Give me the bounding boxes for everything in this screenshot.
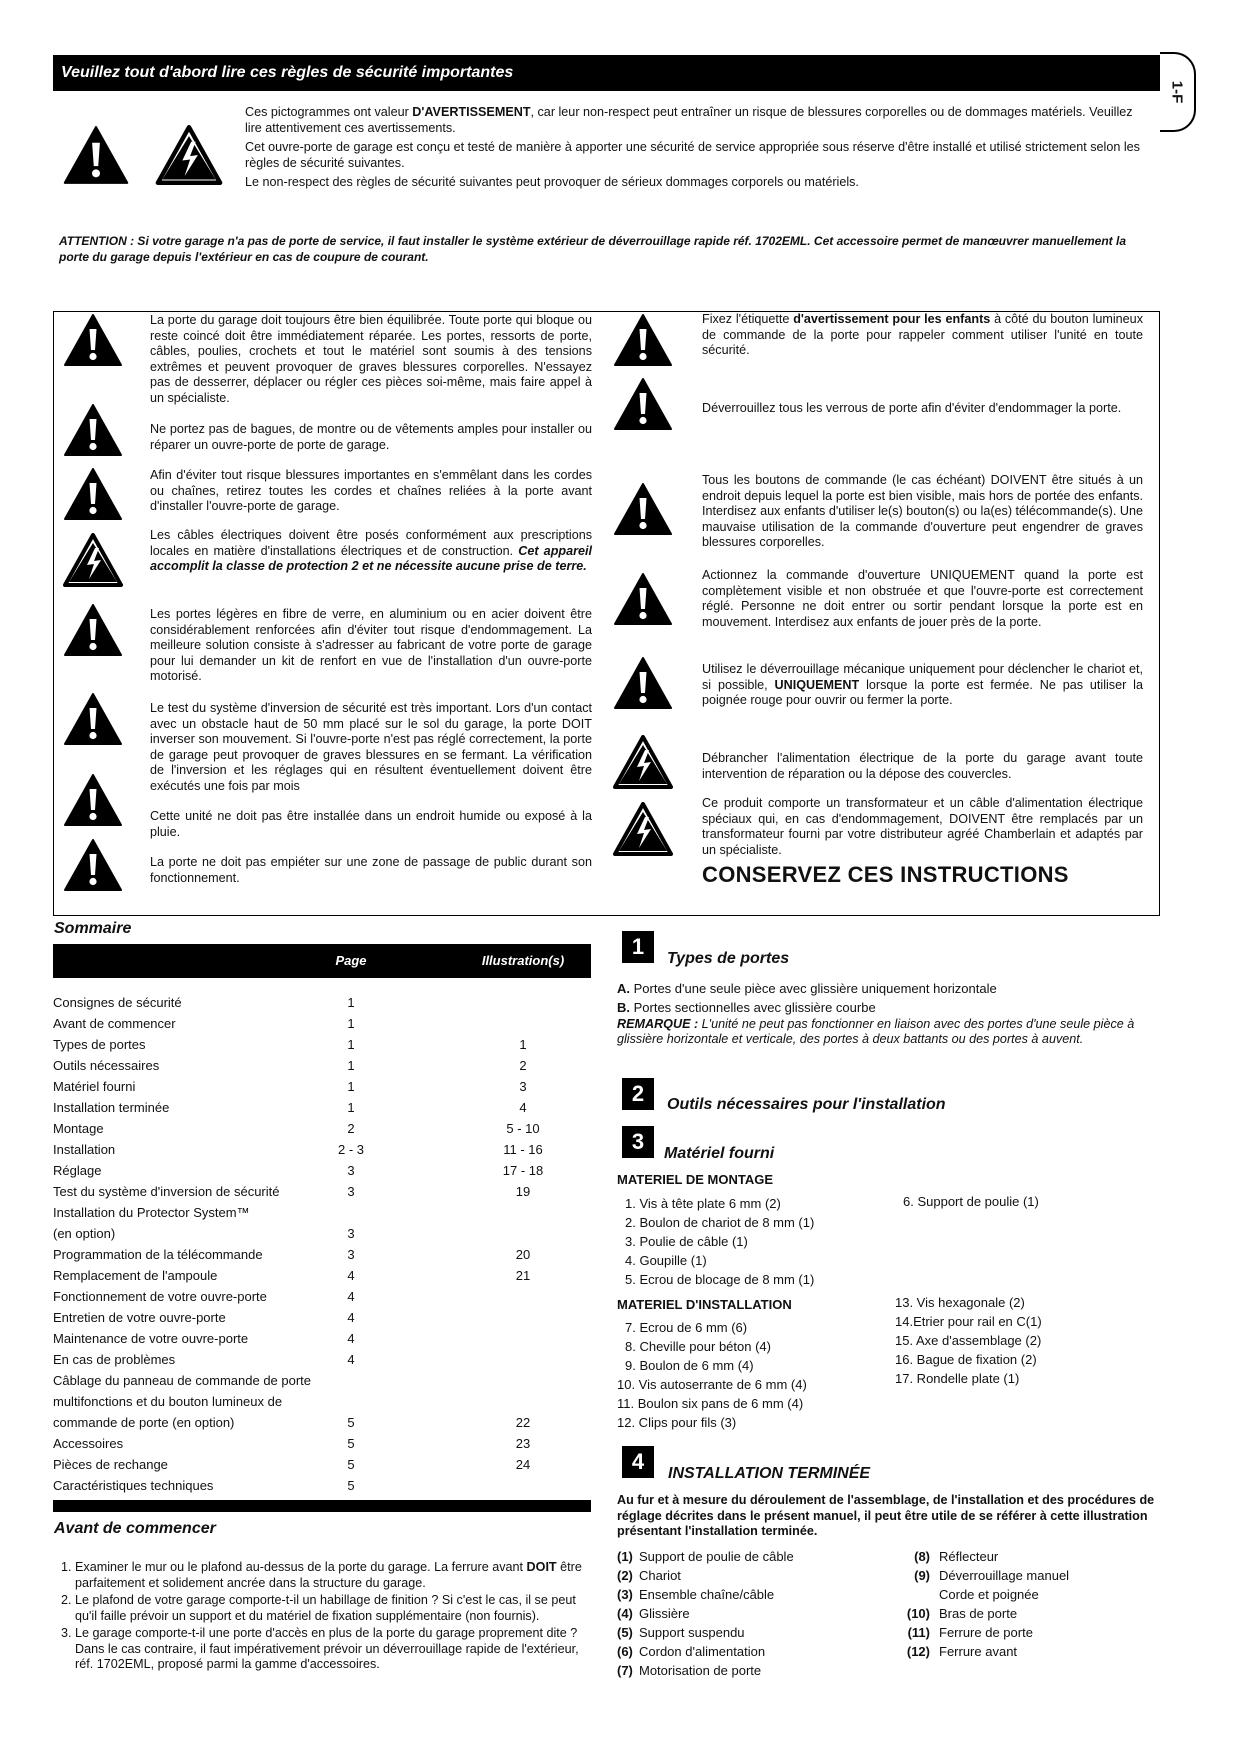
toc-row xyxy=(53,1223,591,1244)
toc-entry-name: Consignes de sécurité xyxy=(53,995,182,1010)
toc-entry-name: Types de portes xyxy=(53,1037,146,1052)
toc-entry-name: Entretien de votre ouvre-porte xyxy=(53,1310,226,1325)
toc-row xyxy=(53,1391,591,1412)
completed-part-item xyxy=(892,1566,1069,1585)
part-label: Ferrure avant xyxy=(939,1644,1018,1659)
toc-entry-page: 1 xyxy=(347,1037,355,1052)
rule-right-4: Actionnez la commande d'ouverture UNIQUEMENT quand la porte est complètement visible et non obstruée et que l'ouvre-porte est correctement réglé. Personne ne doit entrer ou sortir pendant lorsque la porte est en mouvement. Interdisez aux enfants de jouer près de la porte. xyxy=(702,568,1143,629)
inst-item: 10. Vis autoserrante de 6 mm (4) xyxy=(617,1377,807,1392)
warning-icon xyxy=(63,773,123,827)
toc-row xyxy=(53,1265,591,1286)
rule-right-1 xyxy=(702,312,1143,359)
avant-item-1-c: être parfaitement et solidement ancrée dans la structure du garage. xyxy=(75,1560,582,1590)
toc-entry-page: 3 xyxy=(347,1163,355,1178)
part-number: (2) xyxy=(617,1568,633,1583)
section-number-4: 4 xyxy=(622,1446,654,1478)
toc-entry-name: Programmation de la télécommande xyxy=(53,1247,263,1262)
toc-entry-page: 1 xyxy=(347,995,355,1010)
montage-item: 1. Vis à tête plate 6 mm (2) xyxy=(625,1196,781,1211)
inst-item-right: 14.Etrier pour rail en C(1) xyxy=(895,1314,1042,1329)
rule-left-4-b: Cet appareil accomplit la classe de protection 2 et ne nécessite aucune prise de terre. xyxy=(150,543,592,573)
remarque-key: REMARQUE : xyxy=(617,1017,699,1031)
toc-entry-illustration: 17 - 18 xyxy=(502,1163,544,1178)
toc-entry-page: 5 xyxy=(347,1478,355,1493)
part-number: (10) xyxy=(906,1606,930,1621)
installation-material-list-right xyxy=(895,1293,1042,1388)
intro-p3: Le non-respect des règles de sécurité suivantes peut provoquer de sérieux dommages corporels ou matériels. xyxy=(245,175,859,189)
rule-right-5-c: lorsque la porte est fermée. Ne pas utiliser la poignée rouge pour ouvrir ou fermer la porte. xyxy=(702,677,1143,707)
installation-material-list xyxy=(617,1318,807,1432)
toc-row xyxy=(53,1160,591,1181)
toc-row xyxy=(53,1097,591,1118)
warning-icon xyxy=(63,403,123,457)
part-label: Support de poulie de câble xyxy=(639,1549,794,1564)
toc-entry-name: Installation terminée xyxy=(53,1100,170,1115)
toc-row xyxy=(53,1349,591,1370)
toc-entry-page: 2 xyxy=(347,1121,355,1136)
inst-item-right: 16. Bague de fixation (2) xyxy=(895,1352,1037,1367)
rule-left-6: Le test du système d'inversion de sécurité est très important. Lors d'un contact avec un obstacle haut de 50 mm placé sur le sol du garage, la porte DOIT inverser son mouvement. Si l'ouvre-porte n'est pas réglé correctement, la porte de garage peut provoquer de graves blessures en se fermant. La vérification de l'inversion et les réglages qui en résultent éventuellement doivent être exécutés une fois par mois xyxy=(150,701,592,793)
door-type-a-key: A. xyxy=(617,981,630,996)
completed-parts-left xyxy=(617,1547,794,1680)
section-divider xyxy=(53,1500,591,1512)
installation-material-title: MATERIEL D'INSTALLATION xyxy=(617,1297,792,1312)
montage-item-right: 6. Support de poulie (1) xyxy=(903,1194,1039,1209)
toc-entry-page: 3 xyxy=(347,1247,355,1262)
door-type-b-text: Portes sectionnelles avec glissière courbe xyxy=(630,1000,876,1015)
intro-p1-a: Ces pictogrammes ont valeur xyxy=(245,105,413,119)
door-type-b-key: B. xyxy=(617,1000,630,1015)
conserve-instructions: CONSERVEZ CES INSTRUCTIONS xyxy=(702,862,1069,887)
toc-entry-name: Câblage du panneau de commande de porte xyxy=(53,1373,312,1388)
toc-row xyxy=(53,992,591,1013)
page-tab-label: 1-F xyxy=(1168,80,1186,104)
toc-entry-page: 5 xyxy=(347,1415,355,1430)
part-label: Support suspendu xyxy=(639,1625,745,1640)
rule-right-1-a: Fixez l'étiquette xyxy=(702,312,794,326)
completed-part-item xyxy=(617,1585,794,1604)
intro-p1 xyxy=(245,105,1145,136)
toc-entry-name: Accessoires xyxy=(53,1436,124,1451)
toc-entry-illustration: 5 - 10 xyxy=(506,1121,540,1136)
toc-row xyxy=(53,1307,591,1328)
toc-entry-page: 5 xyxy=(347,1457,355,1472)
toc-row xyxy=(53,1202,591,1223)
toc-row xyxy=(53,1370,591,1391)
toc-row xyxy=(53,1454,591,1475)
completed-part-item xyxy=(892,1585,1069,1604)
toc-entry-name: Matériel fourni xyxy=(53,1079,136,1094)
warning-icon xyxy=(62,125,130,185)
toc-entry-name: Maintenance de votre ouvre-porte xyxy=(53,1331,249,1346)
toc-entry-page: 4 xyxy=(347,1310,355,1325)
toc-entry-name: Outils nécessaires xyxy=(53,1058,160,1073)
part-label: Corde et poignée xyxy=(939,1587,1039,1602)
section-4-intro: Au fur et à mesure du déroulement de l'assemblage, de l'installation et des procédures de réglage décrites dans le présent manuel, il peut être utile de se référer à cette illustration présentant l'installation terminée. xyxy=(617,1493,1155,1538)
montage-item: 4. Goupille (1) xyxy=(625,1253,707,1268)
rule-left-5: Les portes légères en fibre de verre, en aluminium ou en acier doivent être considérablement renforcées afin d'éviter tout risque d'endommagement. La meilleure solution consiste à s'adresser au fabricant de votre porte de garage pour lui demander un kit de renfort en vue de l'installation d'un ouvre-porte motorisé. xyxy=(150,607,592,683)
completed-part-item xyxy=(892,1547,1069,1566)
toc-entry-name: Montage xyxy=(53,1121,104,1136)
rule-right-6: Débrancher l'alimentation électrique de la porte du garage avant toute intervention de réparation ou la dépose des couvercles. xyxy=(702,751,1143,781)
toc-entry-illustration: 1 xyxy=(519,1037,527,1052)
avant-title: Avant de commencer xyxy=(54,1520,216,1537)
toc-entry-page: 5 xyxy=(347,1436,355,1451)
high-voltage-icon xyxy=(155,125,223,185)
part-number: (4) xyxy=(617,1606,633,1621)
toc-entry-name: multifonctions et du bouton lumineux de xyxy=(53,1394,283,1409)
toc-entry-page: 3 xyxy=(347,1226,355,1241)
toc-row xyxy=(53,1244,591,1265)
toc-entry-name: Installation du Protector System™ xyxy=(53,1205,250,1220)
intro-text xyxy=(245,105,1145,195)
rule-left-4-a: Les câbles électriques doivent être posés conformément aux prescriptions locales en matière d'installations électriques et de construction. xyxy=(150,528,592,558)
toc-entry-illustration: 19 xyxy=(515,1184,531,1199)
toc-entry-name: commande de porte (en option) xyxy=(53,1415,235,1430)
intro-p2: Cet ouvre-porte de garage est conçu et testé de manière à apporter une sécurité de service appropriée sous réserve d'être installé et utilisé strictement selon les règles de sécurité suivantes. xyxy=(245,140,1140,170)
completed-part-item xyxy=(892,1642,1069,1661)
toc-entry-illustration: 2 xyxy=(519,1058,527,1073)
header-title: Veuillez tout d'abord lire ces règles de sécurité importantes xyxy=(61,64,514,81)
part-number: (12) xyxy=(906,1644,930,1659)
inst-item: 9. Boulon de 6 mm (4) xyxy=(625,1358,754,1373)
rule-right-3: Tous les boutons de commande (le cas échéant) DOIVENT être situés à un endroit depuis lequel la porte est bien visible, mais hors de portée des enfants. Interdisez aux enfants d'utiliser le(s) bouton(s) ou la(es) télécommande(s). Une mauvaise utilisation de la commande d'ouverture peut engendrer de graves blessures corporelles. xyxy=(702,473,1143,549)
toc-row xyxy=(53,1433,591,1454)
warning-icon xyxy=(613,656,673,710)
high-voltage-icon xyxy=(613,735,673,789)
toc-row xyxy=(53,1475,591,1496)
part-label: Ensemble chaîne/câble xyxy=(639,1587,775,1602)
toc-entry-illustration: 24 xyxy=(515,1457,531,1472)
page-tab xyxy=(1160,52,1196,132)
warning-icon xyxy=(63,467,123,521)
toc-entry-page: 4 xyxy=(347,1289,355,1304)
toc-entry-page: 4 xyxy=(347,1268,355,1283)
toc-entry-page: 1 xyxy=(347,1058,355,1073)
part-label: Réflecteur xyxy=(939,1549,999,1564)
toc-col-illustrations: Illustration(s) xyxy=(481,953,565,968)
rule-right-5-a: Utilisez le déverrouillage mécanique uniquement pour déclencher le chariot et, si possible, xyxy=(702,662,1143,692)
inst-item: 11. Boulon six pans de 6 mm (4) xyxy=(617,1396,804,1411)
montage-list xyxy=(625,1194,814,1289)
inst-item-right: 17. Rondelle plate (1) xyxy=(895,1371,1020,1386)
toc-entry-name: Installation xyxy=(53,1142,116,1157)
toc-entry-illustration: 11 - 16 xyxy=(503,1142,543,1157)
toc-entry-name: Réglage xyxy=(53,1163,102,1178)
intro-p1-c: , car leur non-respect peut entraîner un risque de blessures corporelles ou de dommages matériels. Veuillez lire attentivement ces avertissements. xyxy=(245,105,1133,135)
rule-left-4 xyxy=(150,528,592,575)
rule-right-5 xyxy=(702,662,1143,709)
toc-row xyxy=(53,1076,591,1097)
warning-icon xyxy=(63,313,123,367)
rule-left-1: La porte du garage doit toujours être bien équilibrée. Toute porte qui bloque ou reste coincé doit être immédiatement réparée. Les portes, ressorts de porte, câbles, poulies, crochets et tout le matériel sont soumis à des tensions extrêmes et peuvent provoquer de graves blessures corporelles. N'essayez pas de desserrer, déplacer ou régler ces pièces soi-même, mais faire appel à un spécialiste. xyxy=(150,313,592,405)
rule-left-3: Afin d'éviter tout risque blessures importantes en s'emmêlant dans les cordes ou chaînes, retirez toutes les cordes et chaînes reliées à la porte avant d'installer l'ouvre-porte de garage. xyxy=(150,468,592,513)
toc-entry-name: Fonctionnement de votre ouvre-porte xyxy=(53,1289,267,1304)
toc-header xyxy=(53,944,591,978)
toc-entry-name: Remplacement de l'ampoule xyxy=(53,1268,218,1283)
warning-icon xyxy=(613,482,673,536)
part-number: (7) xyxy=(617,1663,633,1678)
part-number: (5) xyxy=(617,1625,633,1640)
toc-row xyxy=(53,1139,591,1160)
avant-list xyxy=(55,1560,590,1675)
section-number-1: 1 xyxy=(622,931,654,963)
avant-item-1-b: DOIT xyxy=(526,1560,557,1574)
section-1-body xyxy=(617,979,1157,1047)
part-label: Ferrure de porte xyxy=(939,1625,1033,1640)
toc-entry-illustration: 20 xyxy=(515,1247,531,1262)
section-number-3: 3 xyxy=(622,1126,654,1158)
avant-item-1-a: Examiner le mur ou le plafond au-dessus de la porte du garage. La ferrure avant xyxy=(75,1560,527,1574)
part-number: (11) xyxy=(907,1625,930,1640)
toc-entry-name: En cas de problèmes xyxy=(53,1352,176,1367)
section-4-title: INSTALLATION TERMINÉE xyxy=(668,1465,871,1482)
montage-item: 3. Poulie de câble (1) xyxy=(625,1234,748,1249)
door-type-a-text: Portes d'une seule pièce avec glissière uniquement horizontale xyxy=(630,981,997,996)
attention-note: ATTENTION : Si votre garage n'a pas de porte de service, il faut installer le système extérieur de déverrouillage rapide réf. 1702EML. Cet accessoire permet de manœuvrer manuellement la porte du garage depuis l'extérieur en cas de coupure de courant. xyxy=(59,234,1127,264)
completed-parts-right xyxy=(892,1547,1069,1661)
warning-icon xyxy=(613,313,673,367)
completed-part-item xyxy=(617,1661,794,1680)
inst-item: 8. Cheville pour béton (4) xyxy=(625,1339,771,1354)
toc-entry-illustration: 23 xyxy=(515,1436,531,1451)
inst-item: 7. Ecrou de 6 mm (6) xyxy=(625,1320,748,1335)
part-label: Bras de porte xyxy=(939,1606,1018,1621)
completed-part-item xyxy=(892,1623,1069,1642)
toc-entry-page: 4 xyxy=(347,1331,355,1346)
toc-entry-name: Pièces de rechange xyxy=(53,1457,168,1472)
section-number-2: 2 xyxy=(622,1078,654,1110)
toc-entry-illustration: 4 xyxy=(519,1100,527,1115)
avant-item-1 xyxy=(75,1560,590,1591)
remarque-text: L'unité ne peut pas fonctionner en liaison avec des portes d'une seule pièce à glissière horizontale et verticale, des portes à deux battants ou des portes à auvent. xyxy=(617,1017,1135,1046)
part-number: (6) xyxy=(617,1644,633,1659)
warning-icon xyxy=(63,838,123,892)
part-label: Motorisation de porte xyxy=(639,1663,762,1678)
toc-entry-name: Caractéristiques techniques xyxy=(53,1478,214,1493)
part-number: (9) xyxy=(914,1568,930,1583)
toc-col-page: Page xyxy=(335,953,367,968)
rule-left-8: La porte ne doit pas empiéter sur une zone de passage de public durant son fonctionnement. xyxy=(150,855,592,885)
toc-entry-page: 2 - 3 xyxy=(337,1142,364,1157)
completed-part-item xyxy=(892,1604,1069,1623)
completed-part-item xyxy=(617,1642,794,1661)
avant-item-2: 2. Le plafond de votre garage comporte-t-il un habillage de finition ? Si c'est le cas, il se peut qu'il faille prévoir un support et du matériel de fixation supplémentaire (non fournis). xyxy=(75,1593,590,1624)
montage-item: 2. Boulon de chariot de 8 mm (1) xyxy=(625,1215,815,1230)
warning-icon xyxy=(63,692,123,746)
toc-row xyxy=(53,1055,591,1076)
inst-item-right: 15. Axe d'assemblage (2) xyxy=(895,1333,1042,1348)
toc-entry-illustration: 22 xyxy=(515,1415,531,1430)
rule-left-7: Cette unité ne doit pas être installée dans un endroit humide ou exposé à la pluie. xyxy=(150,809,592,839)
rule-right-7: Ce produit comporte un transformateur et un câble d'alimentation électrique spéciaux qui, en cas d'endommagement, DOIVENT être remplacés par un transformateur fourni par votre distributeur agréé Chamberlain et adaptés par un spécialiste. xyxy=(702,796,1143,857)
rule-right-1-b: d'avertissement pour les enfants xyxy=(793,312,991,326)
header-bar xyxy=(53,55,1160,91)
toc-row xyxy=(53,1013,591,1034)
toc-entry-page: 1 xyxy=(347,1016,355,1031)
part-label: Déverrouillage manuel xyxy=(939,1568,1070,1583)
section-1-title: Types de portes xyxy=(667,950,790,967)
sommaire-title: Sommaire xyxy=(54,920,132,937)
intro-p1-b: D'AVERTISSEMENT xyxy=(412,105,531,119)
rule-left-2: Ne portez pas de bagues, de montre ou de vêtements amples pour installer ou réparer un ouvre-porte de porte de garage. xyxy=(150,422,592,452)
section-3-title: Matériel fourni xyxy=(664,1145,775,1162)
toc-entry-illustration: 21 xyxy=(515,1268,531,1283)
avant-item-3: 3. Le garage comporte-t-il une porte d'accès en plus de la porte du garage proprement dite ? Dans le cas contraire, il faut impérativement prévoir un déverrouillage rapide de l'extérieur, réf. 1702EML, proposé parmi la gamme d'accessoires. xyxy=(75,1626,590,1673)
door-type-b xyxy=(617,998,1157,1017)
toc-row xyxy=(53,1286,591,1307)
toc-row xyxy=(53,1412,591,1433)
completed-part-item xyxy=(617,1604,794,1623)
part-label: Chariot xyxy=(639,1568,681,1583)
warning-icon xyxy=(613,377,673,431)
montage-title: MATERIEL DE MONTAGE xyxy=(617,1172,773,1187)
toc-entry-name: Avant de commencer xyxy=(53,1016,176,1031)
rule-right-1-c: à côté du bouton lumineux de commande de la porte pour rappeler comment utiliser l'unité en toute sécurité. xyxy=(702,312,1143,357)
door-type-a xyxy=(617,979,1157,998)
completed-part-item xyxy=(617,1547,794,1566)
completed-part-item xyxy=(617,1623,794,1642)
part-number: (1) xyxy=(617,1549,633,1564)
warning-icon xyxy=(613,572,673,626)
high-voltage-icon xyxy=(613,802,673,856)
toc-entry-name: Test du système d'inversion de sécurité xyxy=(53,1184,280,1199)
toc-row xyxy=(53,1118,591,1139)
warning-icon xyxy=(63,603,123,657)
toc-entry-name: (en option) xyxy=(53,1226,116,1241)
part-label: Cordon d'alimentation xyxy=(639,1644,766,1659)
toc-entry-page: 3 xyxy=(347,1184,355,1199)
toc-entry-page: 1 xyxy=(347,1079,355,1094)
montage-item: 5. Ecrou de blocage de 8 mm (1) xyxy=(625,1272,815,1287)
inst-item-right: 13. Vis hexagonale (2) xyxy=(895,1295,1025,1310)
rule-right-2: Déverrouillez tous les verrous de porte afin d'éviter d'endommager la porte. xyxy=(702,401,1122,415)
part-number: (8) xyxy=(914,1549,930,1564)
toc-row xyxy=(53,1034,591,1055)
toc-entry-illustration: 3 xyxy=(519,1079,527,1094)
part-label: Glissière xyxy=(639,1606,690,1621)
part-number: (3) xyxy=(617,1587,633,1602)
toc-row xyxy=(53,1328,591,1349)
toc-entry-page: 1 xyxy=(347,1100,355,1115)
toc-entry-page: 4 xyxy=(347,1352,355,1367)
inst-item: 12. Clips pour fils (3) xyxy=(617,1415,737,1430)
remarque xyxy=(617,1017,1157,1047)
high-voltage-icon xyxy=(63,533,123,587)
section-2-title: Outils nécessaires pour l'installation xyxy=(667,1096,946,1113)
rule-right-5-b: UNIQUEMENT xyxy=(774,677,860,692)
toc-row xyxy=(53,1181,591,1202)
completed-part-item xyxy=(617,1566,794,1585)
